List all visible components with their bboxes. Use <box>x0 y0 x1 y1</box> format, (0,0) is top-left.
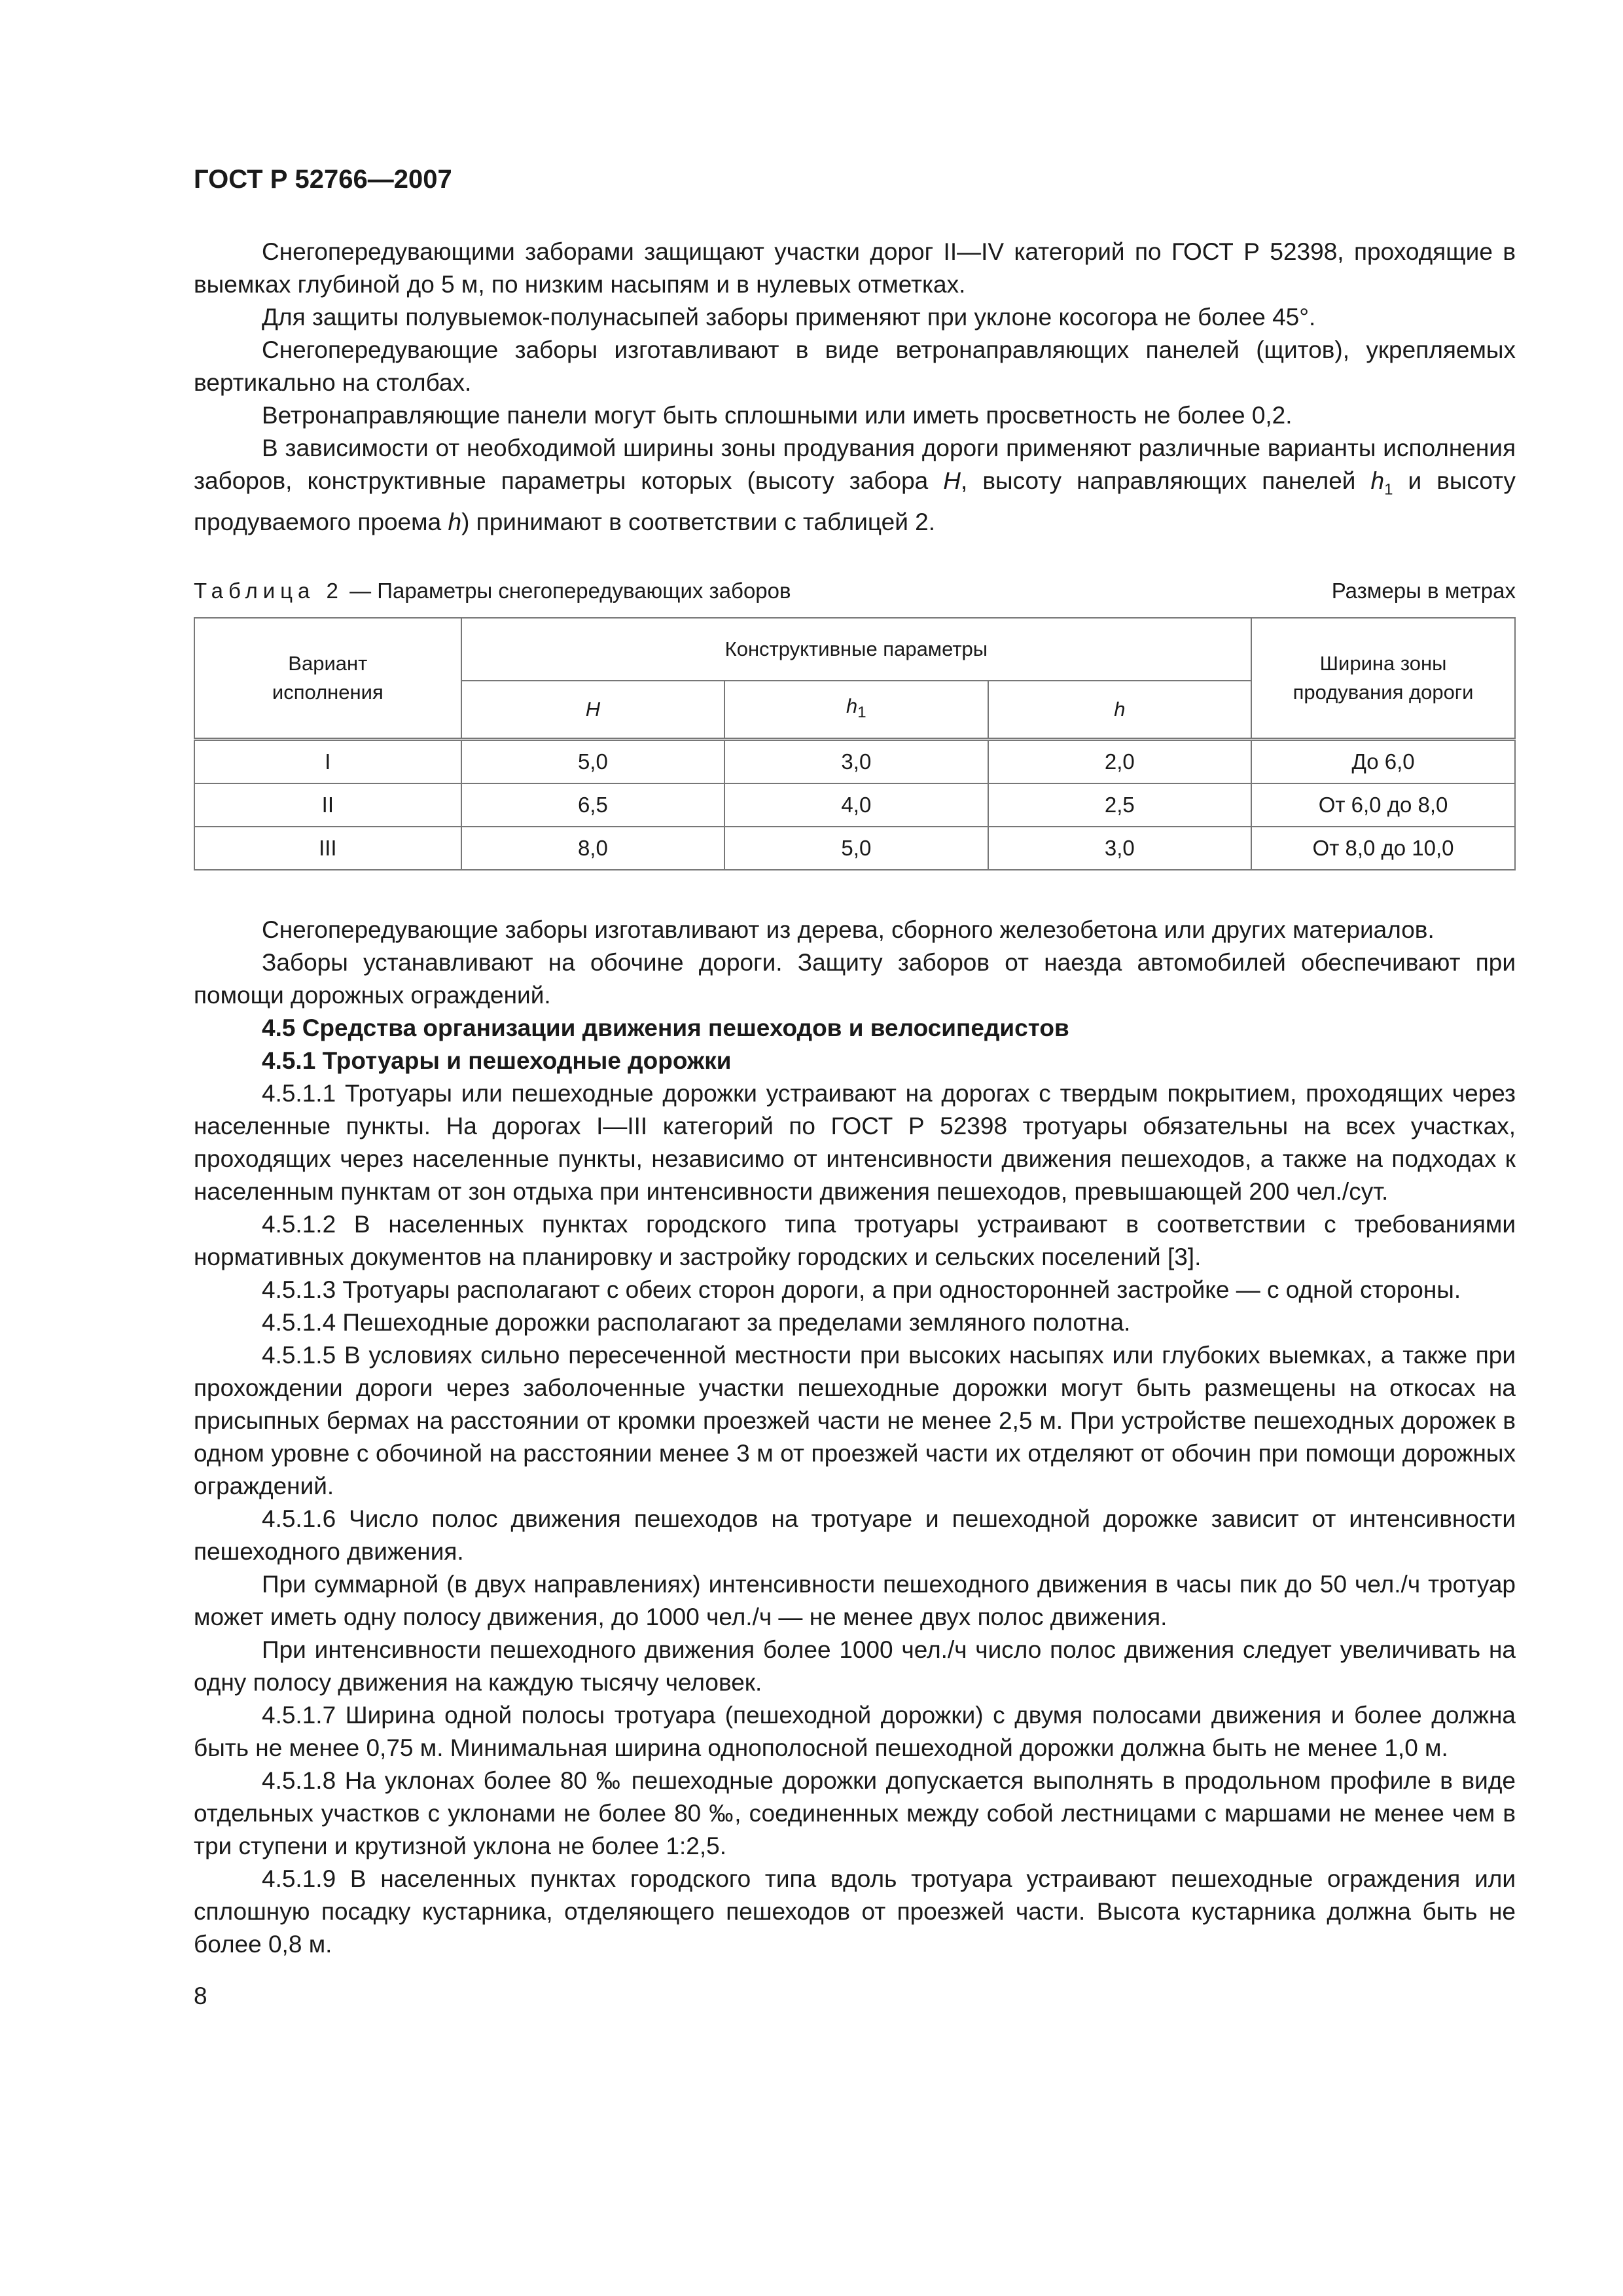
symbol-h1: h <box>1370 467 1385 494</box>
paragraph: Заборы устанавливают на обочине дороги. Защиту заборов от наезда автомобилей обеспечивают при помощи дорожных ограждений. <box>194 949 1516 1009</box>
table-cell: От 6,0 до 8,0 <box>1251 783 1515 827</box>
symbol-H: H <box>943 467 961 494</box>
table-caption <box>194 577 1516 605</box>
text-run: и высоту продуваемого проема <box>194 467 1516 536</box>
document-header: ГОСТ Р 52766—2007 <box>194 165 452 194</box>
table-label: Таблица 2 <box>194 579 344 603</box>
table-cell: 5,0 <box>724 827 988 870</box>
table-cell: II <box>194 783 461 827</box>
table-units: Размеры в метрах <box>1331 579 1516 603</box>
table-cell: III <box>194 827 461 870</box>
body-section <box>194 914 1516 1961</box>
parameters-table <box>194 617 1516 870</box>
table-cell: 4,0 <box>724 783 988 827</box>
page-number: 8 <box>194 1982 207 2010</box>
col-header-variant: Вариант исполнения <box>194 618 461 740</box>
col-header-h1: $h_1$ <box>724 681 988 740</box>
clause: 4.5.1.3 Тротуары располагают с обеих сторон дороги, а при односторонней застройке — с одной стороны. <box>262 1276 1461 1304</box>
table-title <box>194 577 791 605</box>
paragraph-table-reference <box>194 432 1516 539</box>
section-heading: 4.5 Средства организации движения пешеходов и велосипедистов <box>262 1014 1069 1042</box>
clause: 4.5.1.9 В населенных пунктах городского типа вдоль тротуара устраивают пешеходные ограждения или сплошную посадку кустарника, отделяющего пешеходов от проезжей части. Высота кустарника должна быть не более 0,8 м. <box>194 1865 1516 1958</box>
col-header-h: h <box>988 681 1251 740</box>
clause: При интенсивности пешеходного движения более 1000 чел./ч число полос движения следует увеличивать на одну полосу движения на каждую тысячу человек. <box>194 1636 1516 1696</box>
paragraph: Снегопередувающие заборы изготавливают в виде ветронаправляющих панелей (щитов), укрепляемых вертикально на столбах. <box>194 336 1516 396</box>
clause: 4.5.1.5 В условиях сильно пересеченной местности при высоких насыпях или глубоких выемках, а также при прохождении дороги через заболоченные участки пешеходные дорожки могут быть размещены на откосах на присыпных бермах на расстоянии от кромки проезжей части не менее 2,5 м. При устройстве пешеходных дорожек в одном уровне с обочиной на расстоянии менее 3 м от проезжей части их отделяют от обочин при помощи дорожных ограждений. <box>194 1342 1516 1500</box>
table-cell: I <box>194 740 461 784</box>
table-title-text: — Параметры снегопередувающих заборов <box>343 579 791 603</box>
symbol-h: h <box>448 509 462 536</box>
table-row <box>194 740 1515 784</box>
table-cell: 6,5 <box>461 783 724 827</box>
clause: 4.5.1.4 Пешеходные дорожки располагают за пределами земляного полотна. <box>262 1309 1131 1336</box>
table-row <box>194 827 1515 870</box>
table-cell: 3,0 <box>724 740 988 784</box>
col-header-params: Конструктивные параметры <box>461 618 1251 681</box>
text-run: ) принимают в соответствии с таблицей 2. <box>461 509 936 536</box>
clause: При суммарной (в двух направлениях) интенсивности пешеходного движения в часы пик до 50 чел./ч тротуар может иметь одну полосу движения, до 1000 чел./ч — не менее двух полос движения. <box>194 1571 1516 1631</box>
clause: 4.5.1.7 Ширина одной полосы тротуара (пешеходной дорожки) с двумя полосами движения и более должна быть не менее 0,75 м. Минимальная ширина однополосной пешеходной дорожки должна быть не менее 1,0 м. <box>194 1702 1516 1762</box>
table-cell: 2,5 <box>988 783 1251 827</box>
paragraph: Для защиты полувыемок-полунасыпей заборы применяют при уклоне косогора не более 45°. <box>262 304 1316 331</box>
text-run: , высоту направляющих панелей <box>961 467 1371 494</box>
col-header-width: Ширина зоны продувания дороги <box>1251 618 1515 740</box>
table-cell: До 6,0 <box>1251 740 1515 784</box>
paragraph: Снегопередувающими заборами защищают участки дорог II—IV категорий по ГОСТ Р 52398, проходящие в выемках глубиной до 5 м, по низким насыпям и в нулевых отметках. <box>194 238 1516 298</box>
document-page <box>194 164 1516 2012</box>
text-run: В зависимости от необходимой ширины зоны продувания дороги применяют различные варианты исполнения заборов, конструктивные параметры которых (высоту забора <box>194 435 1516 494</box>
table-cell: 3,0 <box>988 827 1251 870</box>
clause: 4.5.1.1 Тротуары или пешеходные дорожки устраивают на дорогах с твердым покрытием, проходящих через населенные пункты. На дорогах I—III категорий по ГОСТ Р 52398 тротуары обязательны на всех участках, проходящих через населенные пункты, независимо от интенсивности движения пешеходов, а также на подходах к населенным пунктам от зон отдыха при интенсивности движения пешеходов, превышающей 200 чел./сут. <box>194 1080 1516 1206</box>
subscript: 1 <box>1384 480 1393 499</box>
paragraph: Снегопередувающие заборы изготавливают из дерева, сборного железобетона или других материалов. <box>262 916 1435 944</box>
table-row <box>194 783 1515 827</box>
paragraph: Ветронаправляющие панели могут быть сплошными или иметь просветность не более 0,2. <box>262 402 1293 429</box>
clause: 4.5.1.2 В населенных пунктах городского типа тротуары устраивают в соответствии с требованиями нормативных документов на планировку и застройку городских и сельских поселений [3]. <box>194 1211 1516 1271</box>
table-cell: 8,0 <box>461 827 724 870</box>
clause: 4.5.1.8 На уклонах более 80 ‰ пешеходные дорожки допускается выполнять в продольном профиле в виде отдельных участков с уклонами не более 80 ‰, соединенных между собой лестницами с маршами не менее чем в три ступени и крутизной уклона не более 1:2,5. <box>194 1767 1516 1860</box>
col-header-H: H <box>461 681 724 740</box>
table-cell: 5,0 <box>461 740 724 784</box>
subsection-heading: 4.5.1 Тротуары и пешеходные дорожки <box>262 1047 732 1075</box>
table-cell: От 8,0 до 10,0 <box>1251 827 1515 870</box>
clause: 4.5.1.6 Число полос движения пешеходов на тротуаре и пешеходной дорожке зависит от интенсивности пешеходного движения. <box>194 1505 1516 1566</box>
table-cell: 2,0 <box>988 740 1251 784</box>
